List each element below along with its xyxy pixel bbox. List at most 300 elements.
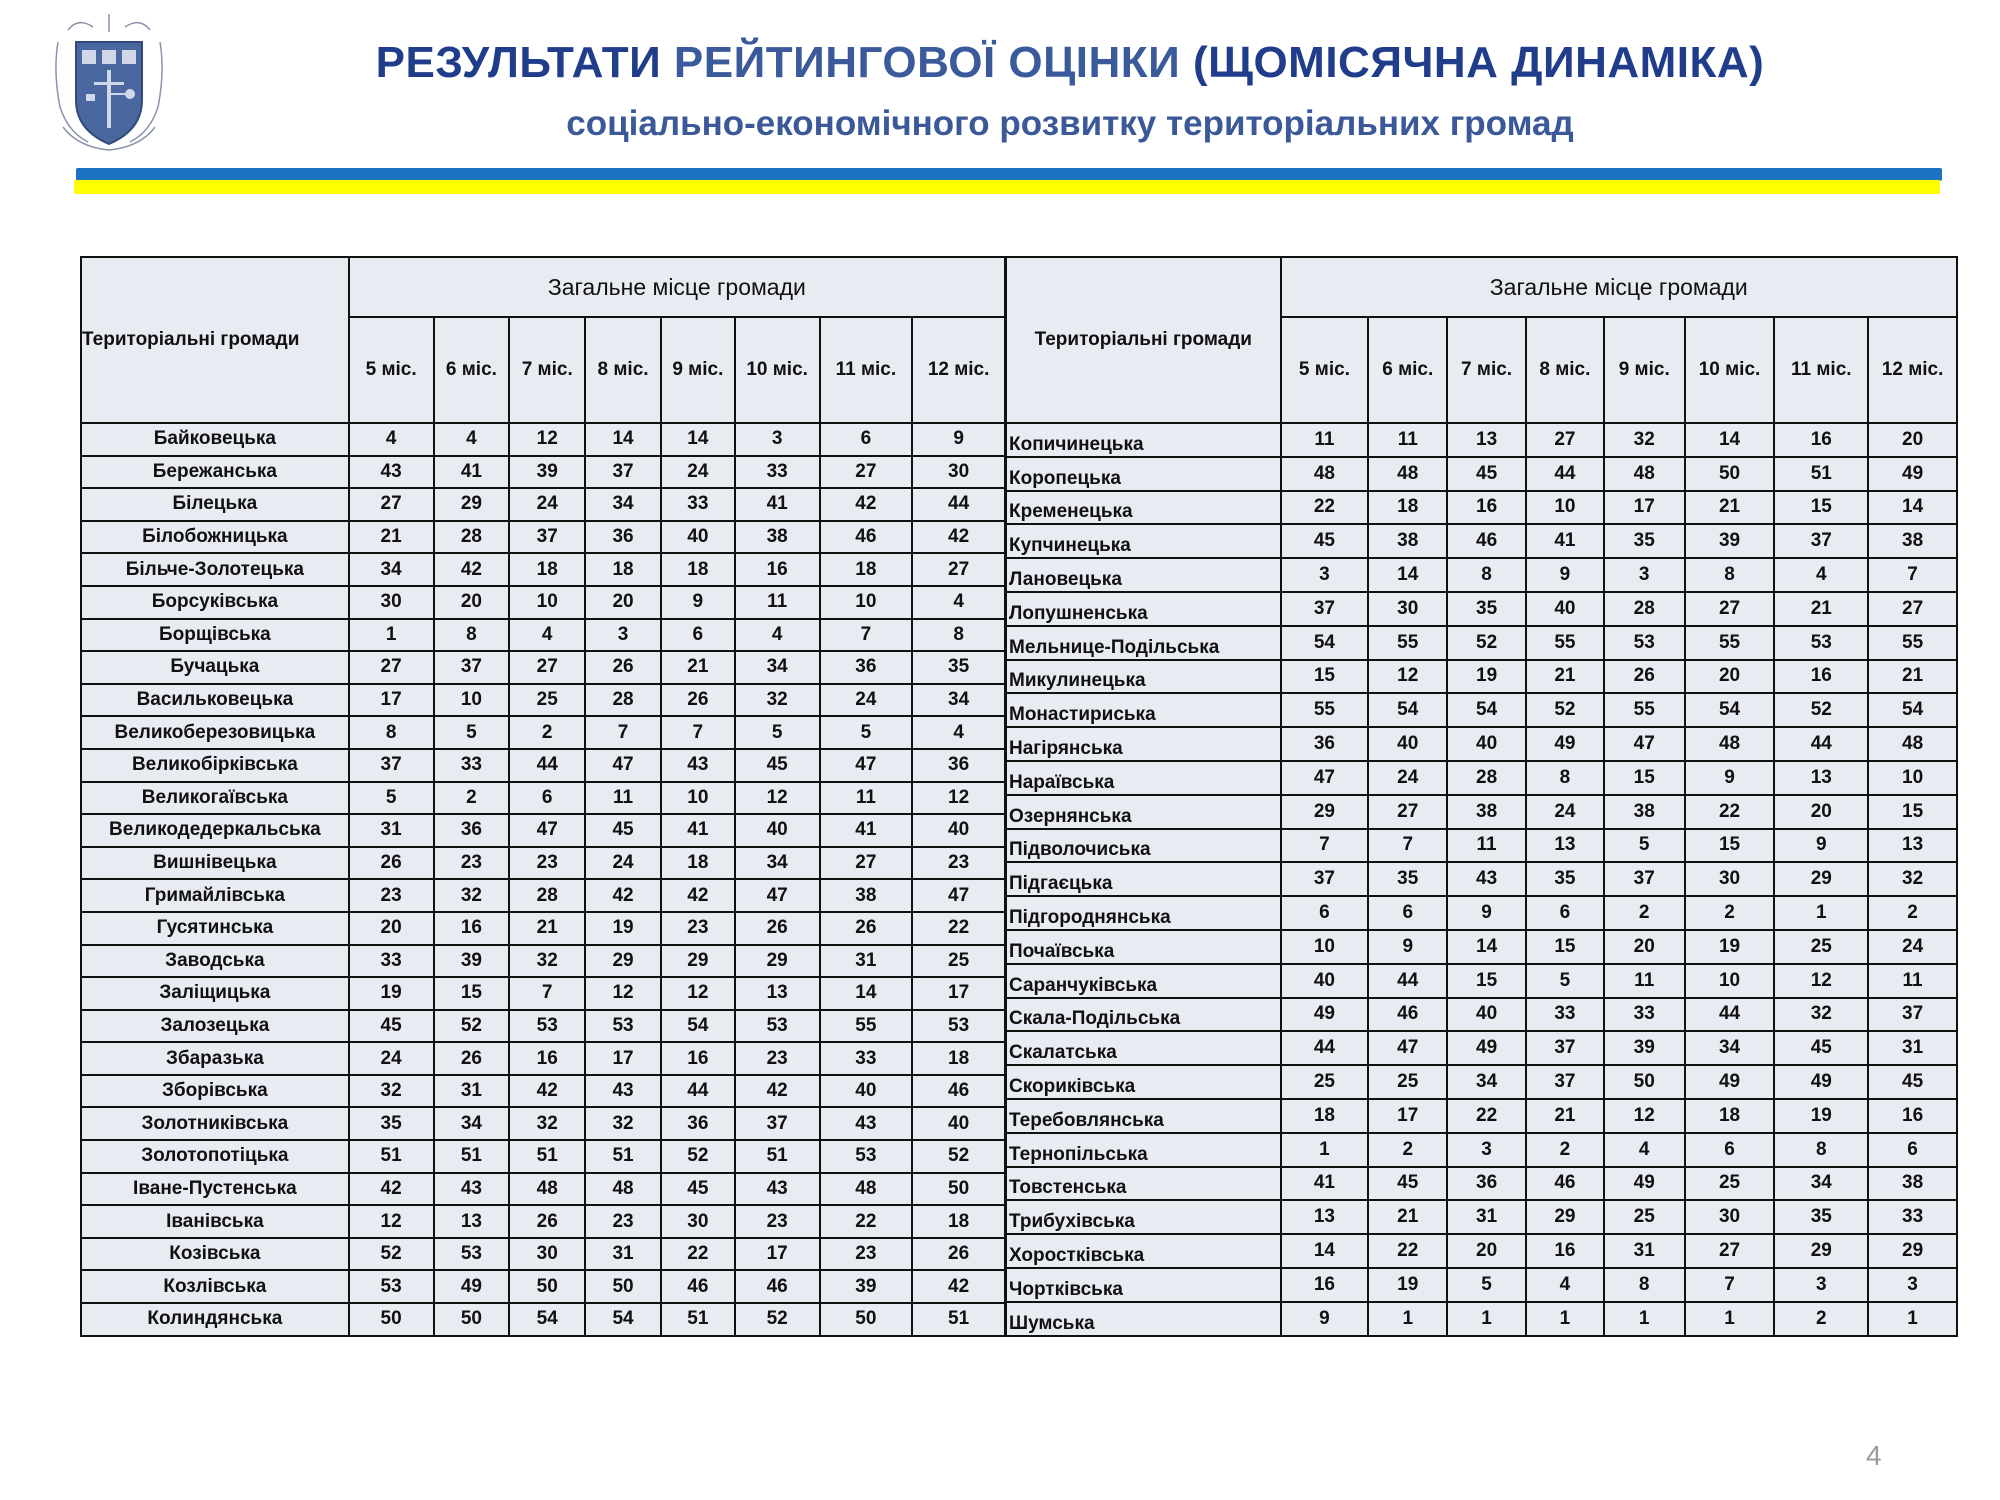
rank-cell: 6 [1526, 896, 1604, 930]
rank-cell: 53 [434, 1238, 510, 1271]
table-row [81, 879, 1005, 912]
table-row [1006, 1099, 1957, 1133]
rank-cell: 48 [1685, 727, 1775, 761]
rank-cell: 11 [1368, 423, 1447, 457]
rank-cell: 28 [585, 684, 661, 717]
rank-cell: 30 [349, 586, 434, 619]
rank-cell: 10 [1868, 761, 1957, 795]
community-name: Іванівська [81, 1205, 349, 1238]
rank-cell: 7 [1368, 829, 1447, 863]
rank-cell: 6 [1685, 1133, 1775, 1167]
rank-cell: 23 [509, 847, 585, 880]
table-row [1006, 1133, 1957, 1167]
rank-cell: 24 [661, 456, 735, 489]
rank-cell: 34 [735, 651, 820, 684]
rank-cell: 33 [1868, 1200, 1957, 1234]
rank-cell: 10 [1281, 930, 1369, 964]
community-name: Бережанська [81, 456, 349, 489]
rank-cell: 14 [661, 423, 735, 456]
rank-cell: 33 [434, 749, 510, 782]
rank-cell: 44 [1281, 1031, 1369, 1065]
rank-cell: 30 [1685, 862, 1775, 896]
table-row [81, 1205, 1005, 1238]
rank-cell: 25 [1685, 1167, 1775, 1201]
rank-cell: 6 [661, 619, 735, 652]
rank-cell: 4 [1774, 558, 1868, 592]
community-name: Скала-Подільська [1006, 998, 1281, 1032]
rank-cell: 42 [735, 1075, 820, 1108]
rank-cell: 33 [735, 456, 820, 489]
rank-cell: 21 [661, 651, 735, 684]
rank-cell: 48 [509, 1173, 585, 1206]
rank-cell: 4 [1526, 1268, 1604, 1302]
rank-cell: 33 [820, 1042, 913, 1075]
rank-cell: 2 [1604, 896, 1685, 930]
community-name: Мельнице-Подільська [1006, 626, 1281, 660]
table-row [81, 684, 1005, 717]
table-row [81, 1042, 1005, 1075]
rank-cell: 45 [349, 1010, 434, 1043]
rank-cell: 20 [434, 586, 510, 619]
table-row [1006, 660, 1957, 694]
table-row [1006, 558, 1957, 592]
rank-cell: 24 [1868, 930, 1957, 964]
rank-cell: 7 [585, 716, 661, 749]
rank-cell: 21 [1368, 1200, 1447, 1234]
rank-cell: 9 [1447, 896, 1526, 930]
rank-cell: 41 [820, 814, 913, 847]
rank-cell: 31 [434, 1075, 510, 1108]
rank-cell: 19 [1368, 1268, 1447, 1302]
table-row [81, 1173, 1005, 1206]
rank-cell: 34 [1685, 1031, 1775, 1065]
rank-cell: 18 [661, 847, 735, 880]
rank-cell: 27 [349, 651, 434, 684]
rank-cell: 47 [1368, 1031, 1447, 1065]
rank-cell: 50 [912, 1173, 1005, 1206]
rank-cell: 12 [661, 977, 735, 1010]
month-header: 9 міс. [1604, 317, 1685, 423]
rank-cell: 38 [735, 521, 820, 554]
rank-cell: 46 [1447, 524, 1526, 558]
rank-cell: 44 [1774, 727, 1868, 761]
rank-cell: 24 [820, 684, 913, 717]
rank-cell: 40 [661, 521, 735, 554]
community-name: Гримайлівська [81, 879, 349, 912]
rank-cell: 52 [1526, 693, 1604, 727]
rank-cell: 40 [820, 1075, 913, 1108]
community-name: Нараївська [1006, 761, 1281, 795]
rating-table-right [1005, 256, 1958, 1337]
rank-cell: 43 [349, 456, 434, 489]
rank-cell: 11 [820, 782, 913, 815]
rank-cell: 23 [585, 1205, 661, 1238]
rank-cell: 15 [1774, 491, 1868, 525]
title-part-1: РЕЗУЛЬТАТИ [375, 38, 674, 87]
rank-cell: 26 [820, 912, 913, 945]
rank-cell: 38 [1868, 1167, 1957, 1201]
rank-cell: 23 [434, 847, 510, 880]
rank-cell: 19 [1447, 660, 1526, 694]
month-header: 5 міс. [349, 317, 434, 423]
rank-cell: 10 [434, 684, 510, 717]
rank-cell: 45 [1447, 457, 1526, 491]
rank-cell: 45 [1774, 1031, 1868, 1065]
rank-cell: 36 [1447, 1167, 1526, 1201]
rank-cell: 33 [1604, 998, 1685, 1032]
rank-cell: 6 [509, 782, 585, 815]
table-row [1006, 457, 1957, 491]
community-name: Великодедеркальська [81, 814, 349, 847]
rank-cell: 20 [1868, 423, 1957, 457]
rank-cell: 55 [1526, 626, 1604, 660]
rank-cell: 25 [509, 684, 585, 717]
rank-cell: 50 [585, 1270, 661, 1303]
rank-cell: 41 [735, 488, 820, 521]
rank-cell: 22 [1685, 795, 1775, 829]
month-header: 11 міс. [1774, 317, 1868, 423]
rank-cell: 14 [1685, 423, 1775, 457]
rank-cell: 33 [661, 488, 735, 521]
rank-cell: 34 [1774, 1167, 1868, 1201]
rank-cell: 49 [1774, 1065, 1868, 1099]
rank-cell: 16 [1774, 423, 1868, 457]
rank-cell: 39 [434, 945, 510, 978]
table-row [1006, 524, 1957, 558]
rank-cell: 53 [735, 1010, 820, 1043]
rank-cell: 38 [820, 879, 913, 912]
table-row [81, 782, 1005, 815]
rank-cell: 23 [735, 1042, 820, 1075]
community-name: Микулинецька [1006, 660, 1281, 694]
rank-cell: 18 [585, 553, 661, 586]
rating-table-left [80, 256, 1006, 1337]
rank-cell: 29 [585, 945, 661, 978]
community-name: Підволочиська [1006, 829, 1281, 863]
rank-cell: 37 [1868, 998, 1957, 1032]
month-header: 10 міс. [1685, 317, 1775, 423]
rank-cell: 28 [1604, 592, 1685, 626]
rank-cell: 16 [1526, 1234, 1604, 1268]
rank-cell: 3 [1281, 558, 1369, 592]
rank-cell: 1 [1868, 1302, 1957, 1336]
rank-cell: 51 [661, 1303, 735, 1336]
rank-cell: 28 [1447, 761, 1526, 795]
rank-cell: 48 [820, 1173, 913, 1206]
rank-cell: 5 [1604, 829, 1685, 863]
rank-cell: 25 [912, 945, 1005, 978]
month-header: 6 міс. [1368, 317, 1447, 423]
rank-cell: 45 [735, 749, 820, 782]
rank-cell: 12 [349, 1205, 434, 1238]
rank-cell: 24 [349, 1042, 434, 1075]
rank-cell: 14 [585, 423, 661, 456]
rank-cell: 53 [585, 1010, 661, 1043]
rank-cell: 17 [912, 977, 1005, 1010]
rank-cell: 35 [1604, 524, 1685, 558]
rank-cell: 21 [1868, 660, 1957, 694]
rank-cell: 21 [1774, 592, 1868, 626]
rank-cell: 24 [509, 488, 585, 521]
table-row [81, 1107, 1005, 1140]
rank-cell: 3 [735, 423, 820, 456]
table-row [1006, 693, 1957, 727]
rank-cell: 54 [1868, 693, 1957, 727]
month-header: 12 міс. [912, 317, 1005, 423]
rank-cell: 24 [1368, 761, 1447, 795]
rank-cell: 3 [585, 619, 661, 652]
rank-cell: 15 [1685, 829, 1775, 863]
rank-cell: 23 [661, 912, 735, 945]
rank-cell: 16 [509, 1042, 585, 1075]
rank-cell: 9 [1368, 930, 1447, 964]
rank-cell: 25 [1774, 930, 1868, 964]
rank-cell: 21 [509, 912, 585, 945]
rank-cell: 37 [735, 1107, 820, 1140]
rank-cell: 11 [1604, 964, 1685, 998]
rank-cell: 6 [1368, 896, 1447, 930]
rank-cell: 53 [912, 1010, 1005, 1043]
rank-cell: 33 [1526, 998, 1604, 1032]
rank-cell: 45 [1868, 1065, 1957, 1099]
rank-cell: 26 [735, 912, 820, 945]
rank-cell: 3 [1604, 558, 1685, 592]
rank-cell: 47 [509, 814, 585, 847]
rank-cell: 1 [1526, 1302, 1604, 1336]
rank-cell: 52 [1774, 693, 1868, 727]
table-row [1006, 964, 1957, 998]
table-row [81, 814, 1005, 847]
community-name: Скориківська [1006, 1065, 1281, 1099]
rank-cell: 28 [434, 521, 510, 554]
rank-cell: 7 [1868, 558, 1957, 592]
community-name: Заводська [81, 945, 349, 978]
rank-cell: 37 [1604, 862, 1685, 896]
rank-cell: 33 [349, 945, 434, 978]
rank-cell: 30 [509, 1238, 585, 1271]
table-row [81, 586, 1005, 619]
rank-cell: 24 [585, 847, 661, 880]
rank-cell: 38 [1868, 524, 1957, 558]
rank-cell: 55 [1281, 693, 1369, 727]
rank-cell: 31 [1604, 1234, 1685, 1268]
rank-cell: 36 [912, 749, 1005, 782]
rank-cell: 40 [1447, 998, 1526, 1032]
rank-cell: 8 [912, 619, 1005, 652]
rank-cell: 5 [1526, 964, 1604, 998]
rank-cell: 43 [661, 749, 735, 782]
rank-cell: 13 [1447, 423, 1526, 457]
community-name: Іване-Пустенська [81, 1173, 349, 1206]
rank-cell: 2 [509, 716, 585, 749]
rank-cell: 17 [349, 684, 434, 717]
rank-cell: 5 [1447, 1268, 1526, 1302]
rank-cell: 41 [661, 814, 735, 847]
rank-cell: 2 [1868, 896, 1957, 930]
rank-cell: 11 [1447, 829, 1526, 863]
rank-cell: 6 [1281, 896, 1369, 930]
rank-cell: 21 [349, 521, 434, 554]
month-header: 5 міс. [1281, 317, 1369, 423]
rank-cell: 18 [1685, 1099, 1775, 1133]
rank-cell: 15 [1868, 795, 1957, 829]
rank-cell: 10 [820, 586, 913, 619]
rank-cell: 34 [585, 488, 661, 521]
rank-cell: 51 [1774, 457, 1868, 491]
rank-cell: 1 [1368, 1302, 1447, 1336]
rank-cell: 39 [820, 1270, 913, 1303]
rank-cell: 46 [912, 1075, 1005, 1108]
rank-cell: 29 [1868, 1234, 1957, 1268]
rank-cell: 51 [585, 1140, 661, 1173]
rank-cell: 29 [1774, 862, 1868, 896]
rank-cell: 11 [735, 586, 820, 619]
column-header-communities: Територіальні громади [81, 257, 349, 423]
community-name: Золотопотіцька [81, 1140, 349, 1173]
community-name: Більче-Золотецька [81, 553, 349, 586]
rank-cell: 51 [434, 1140, 510, 1173]
community-name: Гусятинська [81, 912, 349, 945]
rank-cell: 23 [349, 879, 434, 912]
rank-cell: 50 [820, 1303, 913, 1336]
rank-cell: 27 [1526, 423, 1604, 457]
rank-cell: 11 [1868, 964, 1957, 998]
community-name: Кременецька [1006, 491, 1281, 525]
table-row [1006, 592, 1957, 626]
table-row [1006, 1167, 1957, 1201]
rank-cell: 7 [661, 716, 735, 749]
rank-cell: 4 [912, 716, 1005, 749]
rank-cell: 40 [1526, 592, 1604, 626]
table-row [81, 619, 1005, 652]
rank-cell: 1 [1685, 1302, 1775, 1336]
rank-cell: 14 [1447, 930, 1526, 964]
table-row [1006, 1200, 1957, 1234]
rank-cell: 42 [509, 1075, 585, 1108]
rank-cell: 18 [912, 1205, 1005, 1238]
community-name: Великобірківська [81, 749, 349, 782]
rank-cell: 30 [1685, 1200, 1775, 1234]
rank-cell: 23 [735, 1205, 820, 1238]
rank-cell: 36 [1281, 727, 1369, 761]
rank-cell: 43 [585, 1075, 661, 1108]
rank-cell: 26 [1604, 660, 1685, 694]
rank-cell: 15 [1604, 761, 1685, 795]
community-name: Колиндянська [81, 1303, 349, 1336]
rank-cell: 31 [349, 814, 434, 847]
table-row [81, 651, 1005, 684]
rank-cell: 13 [1774, 761, 1868, 795]
rank-cell: 55 [1685, 626, 1775, 660]
rank-cell: 43 [434, 1173, 510, 1206]
rank-cell: 15 [1447, 964, 1526, 998]
rank-cell: 27 [820, 847, 913, 880]
rank-cell: 8 [1447, 558, 1526, 592]
rank-cell: 4 [1604, 1133, 1685, 1167]
rank-cell: 52 [349, 1238, 434, 1271]
rank-cell: 45 [585, 814, 661, 847]
rank-cell: 17 [735, 1238, 820, 1271]
rank-cell: 42 [820, 488, 913, 521]
community-name: Борщівська [81, 619, 349, 652]
table-row [1006, 626, 1957, 660]
rank-cell: 38 [1604, 795, 1685, 829]
rank-cell: 37 [509, 521, 585, 554]
community-name: Трибухівська [1006, 1200, 1281, 1234]
table-row [81, 488, 1005, 521]
rank-cell: 34 [1447, 1065, 1526, 1099]
rank-cell: 2 [1685, 896, 1775, 930]
rank-cell: 21 [1526, 660, 1604, 694]
community-name: Теребовлянська [1006, 1099, 1281, 1133]
table-row [81, 716, 1005, 749]
rank-cell: 4 [735, 619, 820, 652]
rank-cell: 42 [434, 553, 510, 586]
month-header: 11 міс. [820, 317, 913, 423]
rank-cell: 44 [1685, 998, 1775, 1032]
rank-cell: 2 [1526, 1133, 1604, 1167]
rank-cell: 34 [349, 553, 434, 586]
rank-cell: 30 [912, 456, 1005, 489]
rank-cell: 26 [585, 651, 661, 684]
rank-cell: 49 [434, 1270, 510, 1303]
rank-cell: 42 [349, 1173, 434, 1206]
rank-cell: 2 [1368, 1133, 1447, 1167]
rank-cell: 52 [912, 1140, 1005, 1173]
rank-cell: 48 [1604, 457, 1685, 491]
rank-cell: 53 [1774, 626, 1868, 660]
rank-cell: 34 [912, 684, 1005, 717]
table-row [1006, 1065, 1957, 1099]
rank-cell: 26 [912, 1238, 1005, 1271]
rank-cell: 34 [434, 1107, 510, 1140]
rank-cell: 8 [1604, 1268, 1685, 1302]
rank-cell: 20 [1685, 660, 1775, 694]
table-row [81, 423, 1005, 456]
table-row [81, 1075, 1005, 1108]
rank-cell: 15 [1526, 930, 1604, 964]
rank-cell: 15 [1281, 660, 1369, 694]
table-row [81, 1140, 1005, 1173]
rank-cell: 6 [820, 423, 913, 456]
rank-cell: 12 [912, 782, 1005, 815]
rank-cell: 19 [1685, 930, 1775, 964]
rank-cell: 45 [661, 1173, 735, 1206]
rank-cell: 35 [1368, 862, 1447, 896]
rank-cell: 24 [1526, 795, 1604, 829]
rank-cell: 36 [585, 521, 661, 554]
rank-cell: 34 [735, 847, 820, 880]
rank-cell: 35 [1774, 1200, 1868, 1234]
rank-cell: 9 [1685, 761, 1775, 795]
rank-cell: 30 [661, 1205, 735, 1238]
rank-cell: 47 [1604, 727, 1685, 761]
rank-cell: 7 [820, 619, 913, 652]
rank-cell: 41 [434, 456, 510, 489]
table-row [1006, 1031, 1957, 1065]
month-header: 12 міс. [1868, 317, 1957, 423]
rank-cell: 54 [1281, 626, 1369, 660]
rank-cell: 3 [1774, 1268, 1868, 1302]
rank-cell: 54 [661, 1010, 735, 1043]
rank-cell: 46 [820, 521, 913, 554]
rank-cell: 14 [1368, 558, 1447, 592]
rank-cell: 13 [434, 1205, 510, 1238]
rank-cell: 5 [735, 716, 820, 749]
table-row [81, 1270, 1005, 1303]
rank-cell: 46 [661, 1270, 735, 1303]
page-number: 4 [1866, 1440, 1882, 1471]
